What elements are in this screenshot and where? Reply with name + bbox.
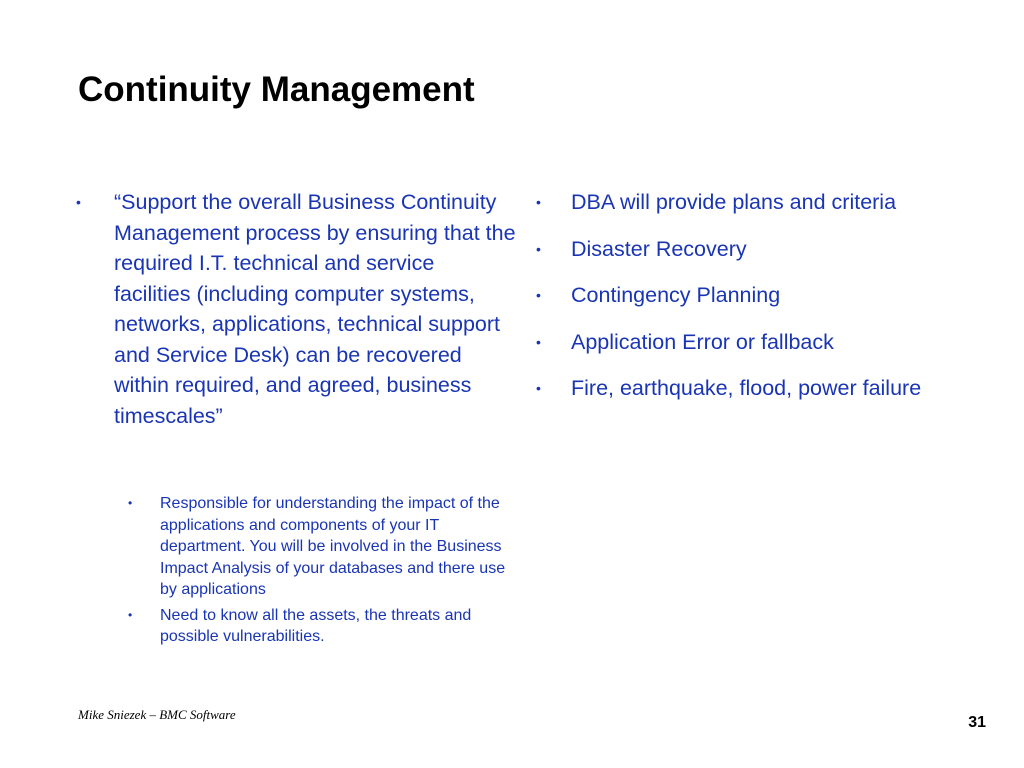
slide-title: Continuity Management xyxy=(78,70,475,109)
bullet-dot-icon: • xyxy=(536,240,541,257)
sub-bullet-item xyxy=(128,605,508,648)
right-bullet-item xyxy=(536,234,976,265)
bullet-dot-icon: • xyxy=(128,496,133,510)
right-bullet-text: Disaster Recovery xyxy=(571,236,747,261)
main-bullet-text: “Support the overall Business Continuity Management process by ensuring that the required I.T. technical and service facilities (including computer systems, networks, applications, technical support and Service Desk) can be recovered within required, and agreed, business timescales” xyxy=(114,190,516,428)
bullet-dot-icon: • xyxy=(536,333,541,350)
right-bullet-text: Fire, earthquake, flood, power failure xyxy=(571,376,922,400)
right-bullet-item xyxy=(536,280,976,311)
right-bullet-item xyxy=(536,373,976,404)
bullet-dot-icon: • xyxy=(128,607,133,622)
left-column xyxy=(76,187,516,652)
bullet-dot-icon: • xyxy=(536,287,541,303)
footer-author: Mike Sniezek – BMC Software xyxy=(78,707,236,722)
right-bullet-item xyxy=(536,187,976,218)
bullet-dot-icon: • xyxy=(536,380,541,396)
page-number: 31 xyxy=(968,714,986,731)
sub-bullet-text: Responsible for understanding the impact of the applications and components of your IT department. You will be involved in the Business Impact Analysis of your databases and there use by applications xyxy=(160,495,506,598)
right-bullet-text: Application Error or fallback xyxy=(571,329,834,354)
right-column xyxy=(536,187,976,420)
right-bullet-text: Contingency Planning xyxy=(571,283,781,307)
right-bullet-item xyxy=(536,327,976,358)
bullet-dot-icon: • xyxy=(76,194,81,210)
main-bullet xyxy=(76,187,516,431)
sub-bullet-item xyxy=(128,493,508,601)
right-bullet-text: DBA will provide plans and criteria xyxy=(571,190,897,214)
sub-bullet-text: Need to know all the assets, the threats and possible vulnerabilities. xyxy=(160,606,472,645)
sub-bullet-list xyxy=(76,493,508,648)
bullet-dot-icon: • xyxy=(536,194,541,210)
